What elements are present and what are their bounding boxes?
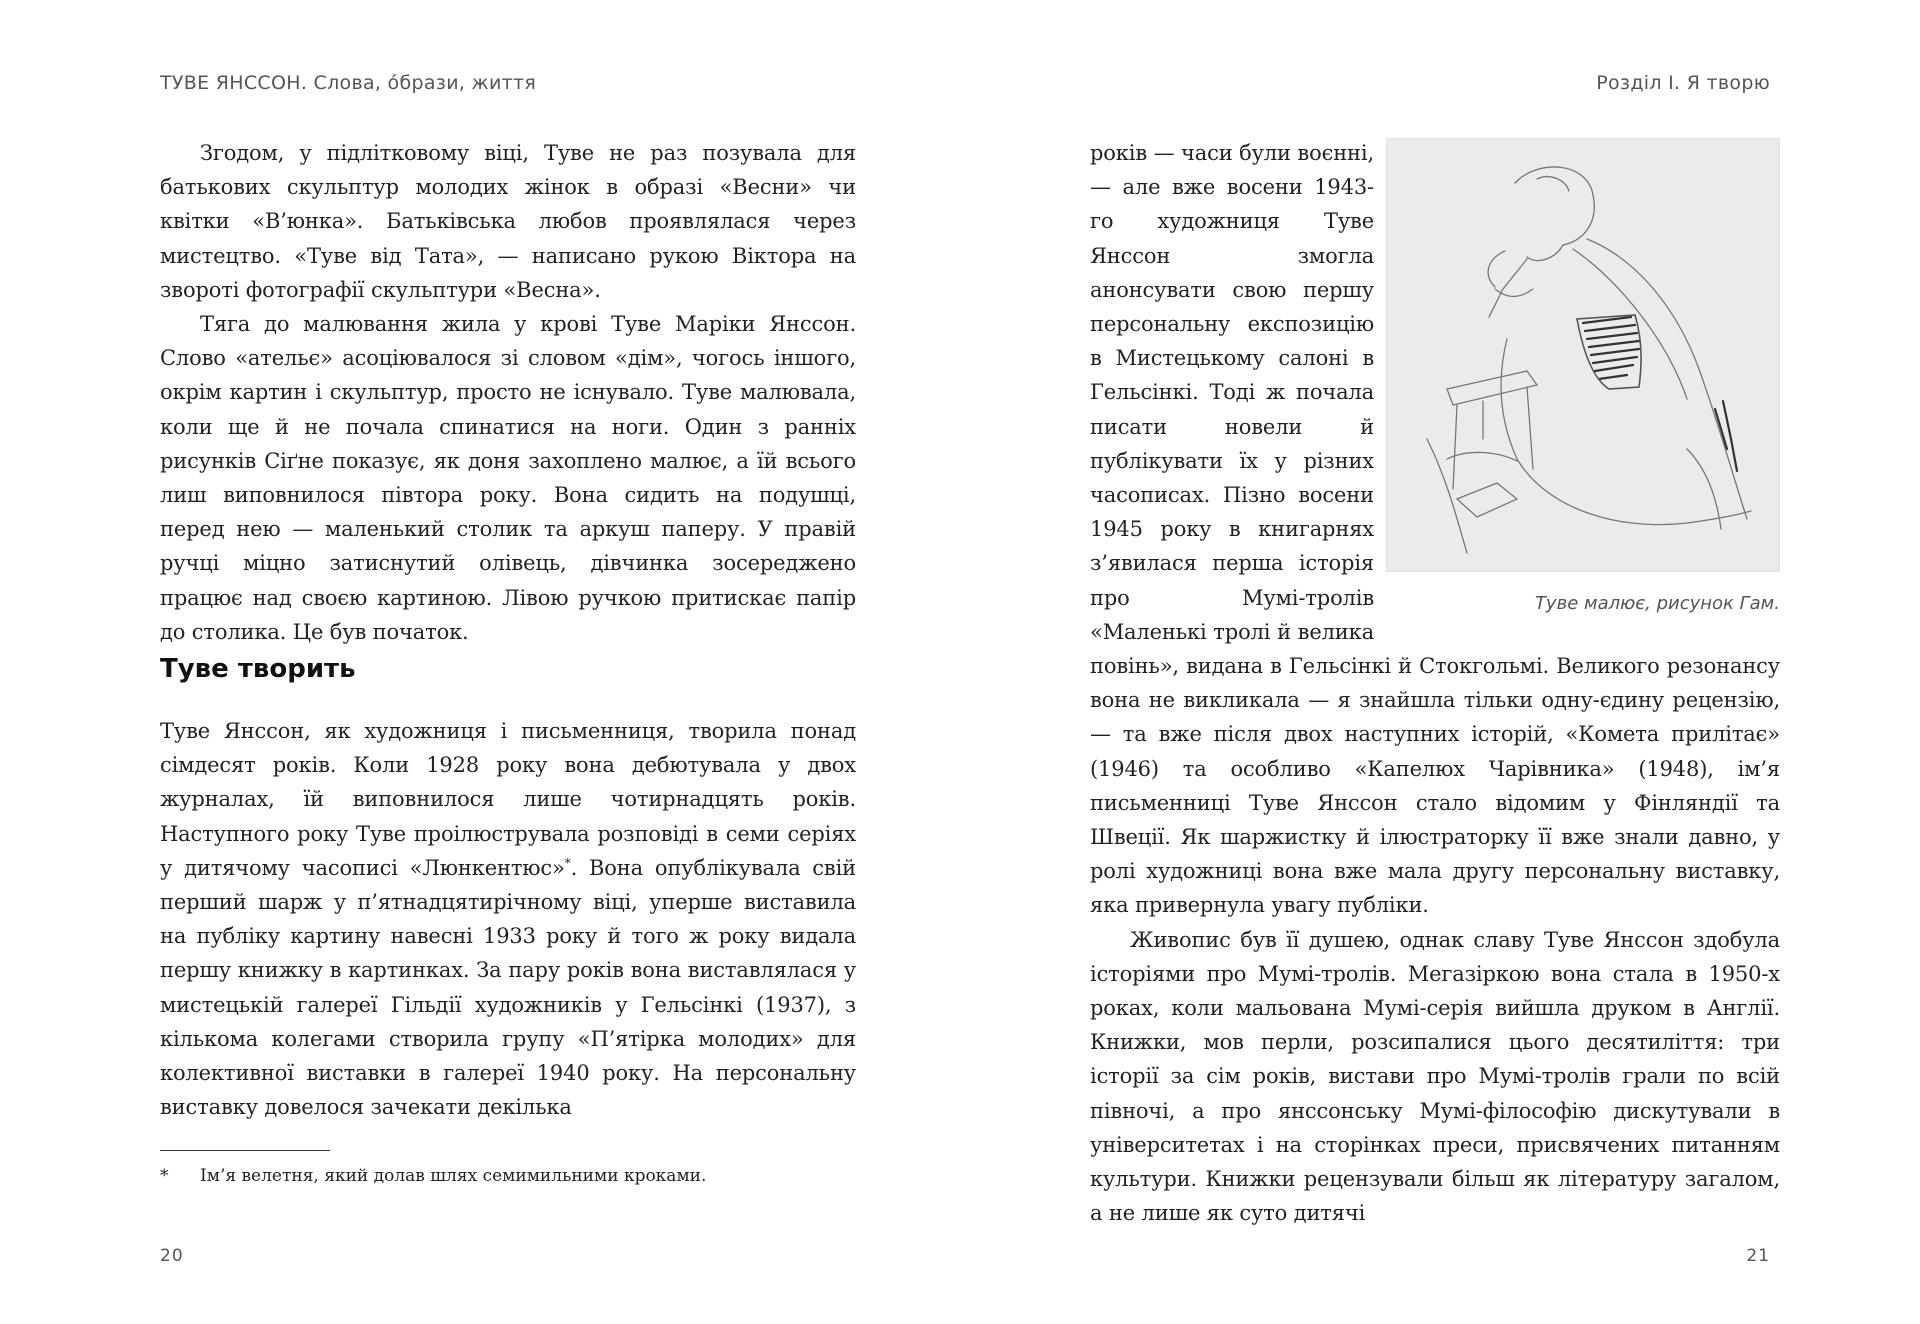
left-page-section-text bbox=[160, 714, 856, 1124]
running-head-right: Розділ І. Я творю bbox=[1596, 72, 1770, 94]
left-page-text bbox=[160, 136, 856, 649]
paragraph: Згодом, у підлітковому віці, Туве не раз позувала для батькових скульптур молодих жінок в образі «Весни» чи квітки «В’юнка». Батьківська любов проявлялася через мистецтво. «Туве від Тата», — написано рукою Віктора на звороті фотографії скульптури «Весна». bbox=[160, 141, 856, 302]
footnote-rule bbox=[160, 1150, 330, 1151]
footnote bbox=[160, 1162, 860, 1190]
page-number-left: 20 bbox=[160, 1246, 184, 1266]
sketch-drawing bbox=[1387, 139, 1780, 572]
footnote-text: Ім’я велетня, який долав шлях семимильними кроками. bbox=[200, 1166, 707, 1186]
paragraph: Живопис був її душею, однак славу Туве Янссон здобула історіями про Мумі-тролів. Мегазіркою вона стала в 1950-х роках, коли мальована Мумі-серія вийшла друком в Англії. Книжки, мов перли, розсипалися цього десятиліття: три історії за сім років, вистави про Мумі-тролів грали по всій півночі, а про янссонську Мумі-філософію дискутували в університетах і на сторінках преси, присвячених питанням культури. Книжки рецензували більш як літературу загалом, а не лише як суто дитячі bbox=[1090, 927, 1780, 1226]
sketch-illustration bbox=[1386, 138, 1780, 572]
section-heading: Туве творить bbox=[160, 654, 356, 684]
running-head-left: ТУВЕ ЯНССОН. Слова, óбрази, життя bbox=[160, 72, 537, 94]
page-number-right: 21 bbox=[1746, 1246, 1770, 1266]
paragraph bbox=[160, 714, 856, 1124]
footnote-reference: * bbox=[564, 855, 571, 870]
figure-caption: Туве малює, рисунок Гам. bbox=[1534, 593, 1780, 614]
paragraph: Тяга до малювання жила у крові Туве Маріки Янссон. Слово «ательє» асоціювалося зі словом «дім», чогось іншого, окрім картин і скульптур, просто не існувало. Туве малювала, коли ще й не почала спинатися на ноги. Один з ранніх рисунків Сіґне показує, як доня захоплено малює, а їй всього лиш виповнилося півтора року. Вона сидить на подушці, перед нею — маленький столик та аркуш паперу. У правій ручці міцно затиснутий олівець, дівчинка зосереджено працює над своєю картиною. Лівою ручкою притискає папір до столика. Це був початок. bbox=[160, 312, 856, 644]
paragraph: років — часи були воєнні, — але вже восени 1943-го художниця Туве Янссон змогла анонсувати свою першу персональну експозицію в Мистецькому салоні в Гельсінкі. Тоді ж почала писати новели й публікувати їх у різних часописах. Пізно восени 1945 року в книгарнях з’явилася перша історія про Мумі-тролів «Маленькі тролі й велика повінь», видана в Гельсінкі й Стокгольмі. Великого резонансу вона не викликала — я знайшла тільки одну-єдину рецензію, — та вже після двох наступних історій, «Комета прилітає» (1946) та особливо «Капелюх Чарівника» (1948), ім’я письменниці Туве Янссон стало відомим у Фінляндії та Швеції. Як шаржистку й ілюстраторку її вже знали давно, у ролі художниці вона вже мала другу персональну виставку, яка привернула увагу публіки. bbox=[1090, 141, 1780, 918]
footnote-mark: * bbox=[160, 1166, 169, 1186]
figure bbox=[1386, 138, 1780, 622]
paragraph-text: Туве Янссон, як художниця і письменниця, творила понад сімдесят років. Коли 1928 року вона дебютувала у двох журналах, їй виповнилося лише чотирнадцять років. Наступного року Туве проілюструвала розповіді в семи серіях у дитячому часописі «Люнкентюс» bbox=[160, 719, 856, 880]
paragraph-text: . Вона опублікувала свій перший шарж у п’ятнадцятирічному віці, уперше виставила на публіку картину навесні 1933 року й того ж року видала першу книжку в картинках. За пару років вона виставлялася у мистецькій галереї Гільдії художників у Гельсінкі (1937), з кількома колегами створила групу «П’ятірка молодих» для колективної виставки в галереї 1940 року. На персональну виставку довелося зачекати декілька bbox=[160, 855, 856, 1120]
right-page-text bbox=[1090, 136, 1780, 1231]
